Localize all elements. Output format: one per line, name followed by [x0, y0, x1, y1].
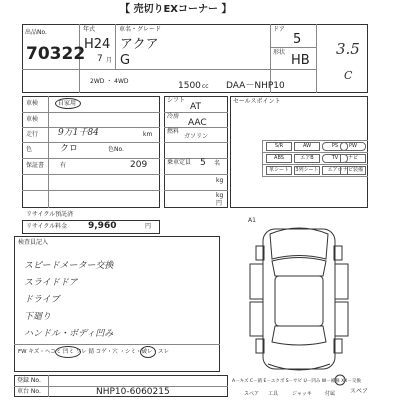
- option-3rd-row: 3列シート: [295, 167, 319, 173]
- option-aw: AW: [294, 142, 320, 151]
- recycle-unit: 円: [145, 223, 152, 230]
- lot-number: 70322: [26, 44, 86, 64]
- defect-codes: FW キズ・ヘコミ 凹ミ ワレ 錆 コゲ・穴 ・シミ・破レ・スレ: [18, 349, 169, 355]
- option-ps: PS: [322, 142, 348, 151]
- history-label: 車検: [26, 116, 39, 123]
- shape-label: 形状: [273, 49, 286, 56]
- defect-circle-2: [140, 346, 156, 358]
- year-value: H24: [84, 37, 111, 52]
- inspection-value: 自家用: [58, 100, 77, 107]
- mileage-unit: km: [143, 131, 153, 138]
- displacement: 1500: [178, 81, 201, 91]
- month-value: 7: [97, 54, 103, 64]
- mileage-value: 9万1千84: [58, 128, 99, 138]
- doors-value: 5: [293, 32, 302, 47]
- parts-jack: ジャッキ: [292, 391, 312, 397]
- option-tv: TV: [322, 154, 348, 163]
- capacity-label: 乗車定員: [167, 159, 192, 166]
- inspection-label: 車検: [26, 100, 39, 107]
- note-line-1: スピードメーター交換: [24, 261, 114, 271]
- inspector-notes-title: 検査員記入: [18, 239, 49, 246]
- grade-value: G: [120, 53, 131, 68]
- spare-label: スペア: [350, 388, 369, 395]
- chassis-label: 車台 No.: [17, 388, 41, 395]
- shift-label: シフト: [167, 97, 186, 104]
- ac-label: 冷房: [167, 113, 180, 120]
- recycle-note: リサイクル預託済: [26, 211, 74, 218]
- car-windshield: [272, 258, 326, 277]
- capacity-unit: 名: [214, 160, 221, 167]
- option-sr: S/R: [266, 142, 292, 151]
- right-door-front: [335, 264, 348, 299]
- overall-score: 3.5: [336, 40, 360, 58]
- color-value: クロ: [60, 144, 79, 154]
- car-diagram: [228, 214, 370, 394]
- color-label: 色: [26, 146, 33, 153]
- recycle-label: リサイクル料金: [26, 223, 68, 230]
- ac-value: AAC: [188, 118, 207, 128]
- year-label: 年式: [83, 26, 96, 33]
- sales-points-title: セールスポイント: [233, 98, 281, 105]
- note-line-5: ハンドル・ボディ凹み: [24, 329, 114, 339]
- svg-text:A1: A1: [248, 217, 256, 224]
- car-hood: [270, 228, 328, 259]
- color-no-label: 色No.: [108, 146, 124, 153]
- capacity-value: 5: [200, 158, 206, 168]
- car-roof: [275, 276, 323, 326]
- option-aero: エアロ: [322, 166, 348, 175]
- car-body-outline: [263, 229, 335, 369]
- option-abs: ABS: [266, 154, 292, 163]
- doors-label: ドア: [273, 26, 285, 33]
- note-line-4: 下廻り: [24, 312, 52, 322]
- right-door-rear: [335, 302, 348, 336]
- note-line-3: ドライブ: [24, 295, 60, 305]
- parts-spare: スペア: [244, 391, 260, 397]
- lot-no-label: 出品No.: [25, 29, 47, 36]
- yen-unit: 円: [216, 200, 223, 207]
- kg-unit-2: kg: [216, 192, 224, 199]
- displacement-unit: cc: [202, 83, 209, 90]
- defect-circle-1: [55, 346, 81, 358]
- month-unit: 月: [106, 57, 113, 64]
- number-value: 209: [130, 160, 148, 170]
- recycle-amount: 9,960: [88, 221, 117, 231]
- shape-value: HB: [291, 53, 310, 68]
- drive-options: 2WD ・ 4WD: [90, 78, 129, 85]
- option-pw: PW: [340, 142, 366, 151]
- option-airbag: エアB: [294, 154, 320, 163]
- shift-value: AT: [190, 102, 201, 112]
- fuel-value: ガソリン: [184, 133, 209, 140]
- model-code: DAA－NHP10: [226, 81, 285, 91]
- model-name: アクア: [120, 37, 159, 52]
- owner-label: 有: [60, 162, 67, 169]
- option-navi-equip: ナビ装備: [340, 166, 366, 175]
- left-door-rear: [250, 302, 263, 336]
- car-rear-window: [272, 326, 326, 345]
- interior-score: C: [344, 69, 353, 82]
- parts-attached: 付属: [325, 391, 336, 397]
- warranty-label: 保証書: [26, 162, 45, 169]
- auction-banner: 【 売切りEXコーナー 】: [120, 4, 232, 15]
- fuel-label: 燃料: [167, 128, 180, 135]
- parts-tools: 工具: [268, 391, 279, 397]
- option-leather: 革シート: [266, 166, 292, 175]
- model-label: 車名・グレード: [119, 26, 162, 33]
- damage-legend: A－キズ C－錆 E－エクボ S－サビ U－凹み W－補修 XX－交換: [232, 379, 361, 384]
- reg-label: 登録 No.: [17, 377, 41, 384]
- chassis-number: NHP10-6060215: [96, 387, 170, 397]
- mileage-label: 走行: [26, 131, 39, 138]
- option-navi: ナビ: [340, 154, 366, 163]
- note-line-2: スライドドア: [24, 278, 78, 288]
- left-door-front: [250, 264, 263, 299]
- kg-unit-1: kg: [216, 177, 224, 184]
